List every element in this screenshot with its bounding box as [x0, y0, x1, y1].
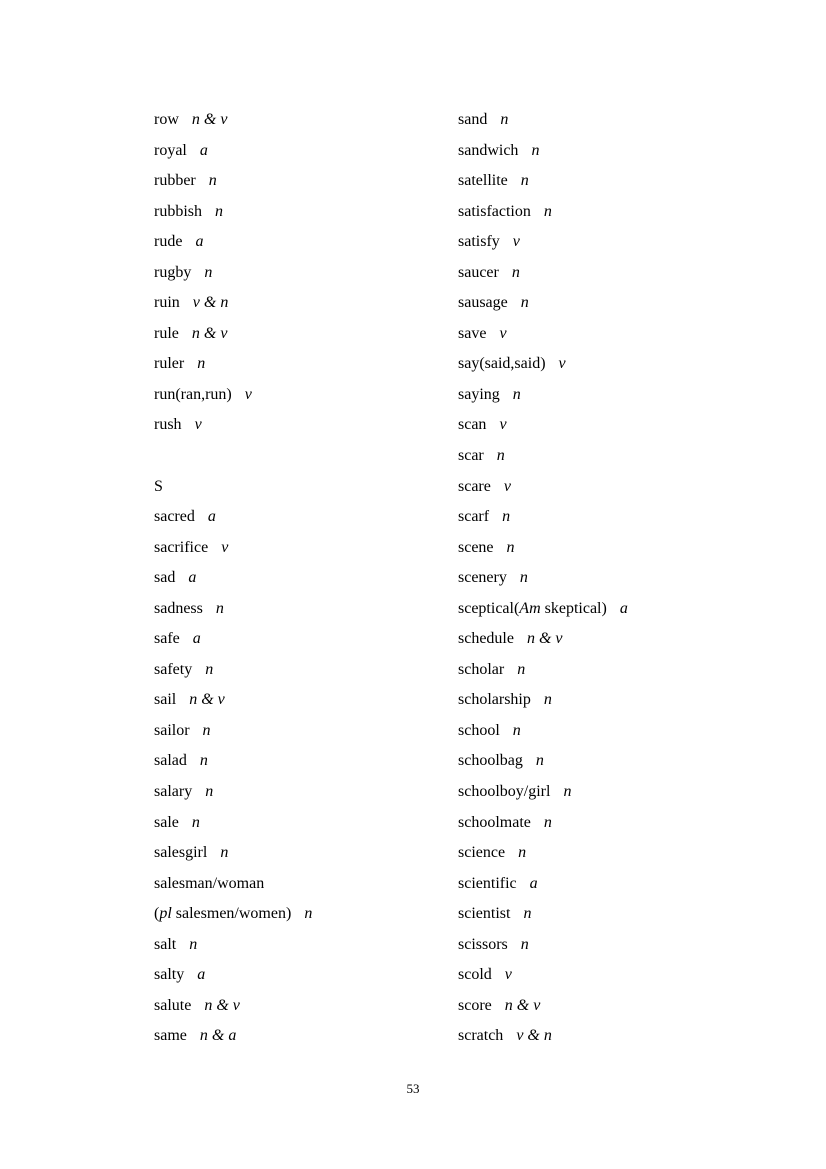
list-item [154, 288, 449, 319]
entry-word: salad [154, 752, 187, 770]
entry-word: sand [458, 111, 488, 128]
entry-pos: a [199, 141, 208, 159]
list-item [154, 502, 449, 533]
entry-pos: a [188, 569, 197, 587]
section-header [154, 472, 449, 503]
list-item [458, 105, 798, 136]
entry-pos: v [503, 477, 511, 495]
entry-word: scan [458, 416, 487, 434]
entry-word: schedule [458, 630, 514, 648]
entry-pos: n [523, 905, 532, 923]
list-item [458, 319, 798, 350]
list-item [458, 441, 798, 472]
list-item [458, 960, 798, 991]
list-item [458, 166, 798, 197]
section-letter: S [154, 477, 163, 495]
entry-word: rush [154, 416, 182, 434]
entry-word: save [458, 324, 487, 342]
list-item [458, 930, 798, 961]
entry-pos: n [191, 813, 200, 831]
entry-word: scientist [458, 905, 511, 923]
entry-pos: v [504, 966, 512, 984]
entry-word-segment: salesmen/women) [171, 905, 292, 923]
entry-pos: n [563, 783, 572, 801]
entry-word: rude [154, 233, 183, 251]
entry-pos: n [520, 172, 529, 190]
entry-word: schoolmate [458, 813, 531, 831]
entry-pos: n [511, 263, 520, 281]
entry-word: safety [154, 660, 193, 678]
list-item [154, 960, 449, 991]
entry-word: scare [458, 477, 491, 495]
list-item [154, 991, 449, 1022]
list-item [154, 899, 449, 930]
entry-word: schoolbag [458, 752, 523, 770]
entry-pos: n & a [199, 1027, 237, 1045]
entry-word: scold [458, 966, 492, 984]
entry-pos: n [506, 538, 515, 556]
list-item [458, 594, 798, 625]
list-item [458, 899, 798, 930]
entry-word: sailor [154, 721, 190, 739]
entry-pos: n [215, 599, 224, 617]
list-item [154, 716, 449, 747]
list-item [154, 838, 449, 869]
entry-word-segment: ( [154, 905, 160, 923]
entry-pos: n [518, 844, 527, 862]
entry-pos: n [512, 385, 521, 403]
entry-pos: n [520, 935, 529, 953]
list-item [154, 227, 449, 258]
list-item [154, 533, 449, 564]
entry-word: sadness [154, 599, 203, 617]
entry-pos: v [194, 416, 202, 434]
entry-pos: n [543, 813, 552, 831]
list-item [458, 655, 798, 686]
list-item [458, 258, 798, 289]
list-item [458, 685, 798, 716]
entry-word: sacred [154, 508, 195, 526]
list-item [154, 380, 449, 411]
entry-word: sausage [458, 294, 508, 312]
entry-pos: n [205, 783, 214, 801]
list-item [154, 105, 449, 136]
entry-pos: n & v [526, 630, 563, 648]
entry-word: scholarship [458, 691, 531, 709]
entry-word: rugby [154, 263, 192, 281]
entry-pos: n [535, 752, 544, 770]
entry-word: scientific [458, 874, 517, 892]
entry-word: sale [154, 813, 179, 831]
list-item [154, 746, 449, 777]
entry-word: science [458, 844, 506, 862]
entry-word: safe [154, 630, 180, 648]
list-item [154, 808, 449, 839]
entry-word: run(ran,run) [154, 385, 232, 403]
list-item [458, 136, 798, 167]
list-item [458, 197, 798, 228]
entry-word: saying [458, 385, 500, 403]
entry-pos: n [215, 202, 223, 220]
entry-pos: n [496, 447, 505, 465]
list-item [458, 777, 798, 808]
list-item [458, 746, 798, 777]
entry-pos: n [189, 935, 198, 953]
list-item [458, 349, 798, 380]
list-item [154, 349, 449, 380]
entry-pos: v [499, 416, 507, 434]
entry-pos: a [619, 599, 628, 617]
list-item [458, 502, 798, 533]
entry-word: salesman/woman [154, 874, 265, 892]
entry-word: sail [154, 691, 177, 709]
list-item [458, 288, 798, 319]
list-item [154, 563, 449, 594]
entry-word: schoolboy/girl [458, 783, 551, 801]
entry-word: ruin [154, 294, 180, 312]
word-list-column-right [458, 105, 798, 1052]
entry-word: rubber [154, 172, 196, 190]
list-item [458, 1021, 798, 1052]
entry-word: same [154, 1027, 187, 1045]
entry-pos: n [202, 721, 211, 739]
entry-word: scholar [458, 660, 505, 678]
entry-word: ruler [154, 355, 185, 373]
entry-pos: v [512, 233, 520, 251]
entry-word: royal [154, 141, 187, 159]
list-item [458, 869, 798, 900]
list-item [458, 410, 798, 441]
entry-pos: n [519, 569, 528, 587]
entry-word: score [458, 996, 492, 1014]
list-item [458, 808, 798, 839]
entry-pos: v [221, 538, 229, 556]
entry-pos: a [529, 874, 538, 892]
entry-pos: n & v [189, 691, 225, 709]
entry-pos: n [543, 691, 552, 709]
entry-pos: v & n [192, 294, 229, 312]
entry-word-italic-segment: Am [519, 599, 541, 617]
entry-word: salty [154, 966, 185, 984]
entry-pos: n [531, 141, 540, 159]
list-item [154, 166, 449, 197]
list-item [154, 319, 449, 350]
entry-pos: n & v [204, 996, 240, 1014]
entry-pos: a [207, 508, 216, 526]
entry-pos: n [512, 721, 521, 739]
entry-word: scissors [458, 935, 508, 953]
entry-word: salary [154, 783, 193, 801]
list-item [458, 991, 798, 1022]
entry-word-segment: skeptical) [540, 599, 607, 617]
entry-word: saucer [458, 263, 499, 281]
list-item [458, 227, 798, 258]
list-item [154, 655, 449, 686]
entry-word: rule [154, 324, 179, 342]
entry-word: scratch [458, 1027, 504, 1045]
entry-pos: v [244, 385, 252, 403]
list-item [154, 777, 449, 808]
entry-pos: v & n [516, 1027, 552, 1045]
entry-word: sad [154, 569, 176, 587]
entry-pos: a [195, 233, 204, 251]
entry-word: salt [154, 935, 177, 953]
entry-word: satisfy [458, 233, 500, 251]
entry-word: salesgirl [154, 844, 208, 862]
list-item [458, 716, 798, 747]
entry-word: satellite [458, 172, 508, 190]
entry-pos: n [204, 263, 213, 281]
entry-pos: n [520, 294, 529, 312]
entry-pos: n [500, 111, 509, 128]
entry-word [458, 600, 607, 617]
list-item [458, 380, 798, 411]
list-item [458, 472, 798, 503]
entry-pos: n [205, 660, 214, 678]
entry-word: scenery [458, 569, 507, 587]
entry-pos: v [499, 324, 507, 342]
entry-pos: n [502, 508, 511, 526]
blank-line [154, 441, 449, 472]
entry-pos: n & v [191, 324, 228, 342]
entry-pos: n [517, 660, 526, 678]
entry-word: school [458, 721, 500, 739]
list-item [154, 258, 449, 289]
entry-word: scarf [458, 508, 490, 526]
entry-pos: n & v [504, 996, 541, 1014]
list-item [154, 1021, 449, 1052]
entry-pos: n [199, 752, 208, 770]
list-item [154, 410, 449, 441]
word-list-column-left [154, 105, 449, 1052]
list-item [154, 930, 449, 961]
entry-word: row [154, 111, 179, 128]
entry-word: say(said,said) [458, 355, 546, 373]
entry-word: sacrifice [154, 538, 209, 556]
entry-pos: n [543, 202, 552, 220]
entry-pos: n [208, 172, 217, 190]
entry-pos: n & v [191, 111, 228, 128]
entry-word-italic-segment: pl [159, 905, 172, 923]
list-item [458, 838, 798, 869]
entry-pos: a [197, 966, 206, 984]
entry-pos: v [558, 355, 566, 373]
list-item [154, 594, 449, 625]
entry-word: sandwich [458, 141, 519, 159]
entry-pos: a [192, 630, 201, 648]
entry-word: salute [154, 996, 192, 1014]
list-item [154, 624, 449, 655]
list-item [458, 624, 798, 655]
entry-word-segment: sceptical( [458, 599, 520, 617]
list-item [458, 563, 798, 594]
entry-word [154, 905, 291, 922]
entry-word: satisfaction [458, 202, 531, 220]
entry-word: rubbish [154, 202, 202, 220]
entry-word: scar [458, 447, 484, 465]
list-item [154, 869, 449, 900]
entry-pos: n [197, 355, 206, 373]
list-item [458, 533, 798, 564]
entry-pos: n [220, 844, 229, 862]
list-item [154, 136, 449, 167]
list-item [154, 685, 449, 716]
page-number: 53 [406, 1081, 420, 1096]
list-item [154, 197, 449, 228]
entry-pos: n [304, 905, 313, 923]
entry-word: scene [458, 538, 494, 556]
